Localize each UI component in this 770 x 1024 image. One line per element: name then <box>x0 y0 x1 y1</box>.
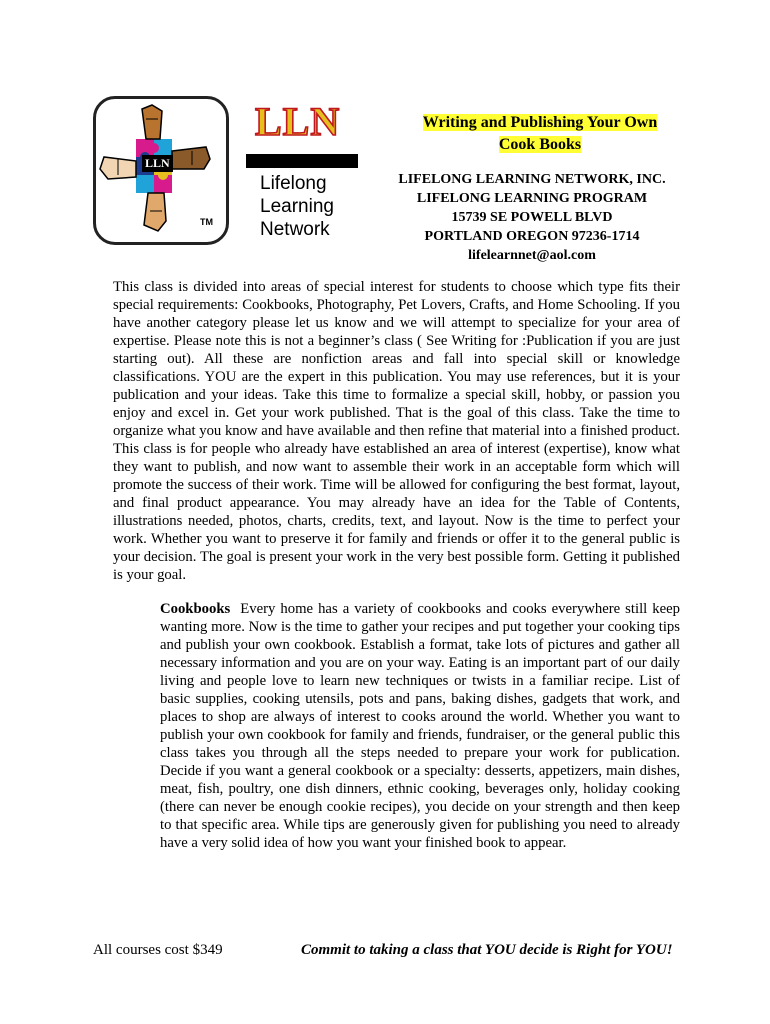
trademark-mark: TM <box>200 217 213 227</box>
intro-paragraph: This class is divided into areas of special interest for students to choose which type fits their special requirements: Cookbooks, Photography, Pet Lovers, Crafts, and Home Schooling. If you have another category please let us know and we will attempt to specialize for your area of expertise. Please note this is not a beginner’s class ( See Writing for :Publication if you are just starting out). All these are nonfiction areas and fall into special skill or knowledge classifications. YOU are the expert in this publication. You may use references, but it is your publication and your ideas. Take this time to formalize a special skill, hobby, or passion you enjoy and excel in. Get your work published. That is the goal of this class. Take the time to organize what you know and have available and then refine that material into a finished product. This class is for people who already have established an area of interest (expertise), know what they want to publish, and now want to assemble their work in an acceptable form which will promote the success of their work. Time will be allowed for configuring the best format, layout, and final product appearance. You may already have an idea for the Table of Contents, illustrations needed, photos, charts, credits, text, and layout. Now is the time to perfect your work. Whether you want to preserve it for family and friends or offer it to the general public is your decision. The goal is present your work in the very best possible form. Getting it published is your goal. <box>113 279 680 583</box>
org-name: LIFELONG LEARNING NETWORK, INC. <box>398 172 666 187</box>
title-line: Writing and Publishing Your Own <box>422 114 658 131</box>
logo-name-line: Learning <box>260 196 334 217</box>
organization-address <box>372 170 692 265</box>
title-line: Cook Books <box>498 136 582 153</box>
logo-name-line: Lifelong <box>260 173 327 194</box>
document-title <box>390 112 690 156</box>
slogan: Commit to taking a class that YOU decide is Right for YOU! <box>301 942 673 958</box>
logo-divider <box>246 154 358 168</box>
logo-name <box>260 172 334 241</box>
cookbooks-heading: Cookbooks <box>160 601 231 617</box>
course-cost: All courses cost $349 <box>93 942 223 958</box>
email-address: lifelearnnet@aol.com <box>468 248 596 263</box>
program-name: LIFELONG LEARNING PROGRAM <box>416 191 648 206</box>
logo-letters: LLN <box>255 99 341 144</box>
city-state-zip: PORTLAND OREGON 97236-1714 <box>424 229 640 244</box>
street-address: 15739 SE POWELL BLVD <box>451 210 613 225</box>
lln-logo <box>93 96 363 256</box>
cookbooks-section <box>160 600 680 852</box>
logo-tag: LLN <box>142 155 173 172</box>
cookbooks-text: Every home has a variety of cookbooks and cooks everywhere still keep wanting more. Now is the time to gather your recipes and put together your cooking tips and publish your own cookbook. Establish a format, take lots of pictures and gather all necessary information and you are on your way. Eating is an important part of our daily living and people love to learn new techniques or twists in a familiar recipe. List of basic supplies, cooking utensils, pots and pans, baking dishes, gadgets that work, and places to shop are always of interest to cooks around the world. Whether you want to publish your own cookbook for family and friends, fundraiser, or the general public this class takes you through all the steps needed to prepare your work for publication. Decide if you want a general cookbook or a specialty: desserts, appetizers, main dishes, meat, fish, poultry, one dish dinners, ethnic cooking, beverages only, holiday cooking (there can never be enough cookie recipes), you decide on your strength and then keep to that specific area. While tips are generously given for publishing you need to already have a very solid idea of how you want your finished book to appear. <box>160 601 680 851</box>
logo-emblem <box>93 96 229 245</box>
logo-name-line: Network <box>260 219 330 240</box>
